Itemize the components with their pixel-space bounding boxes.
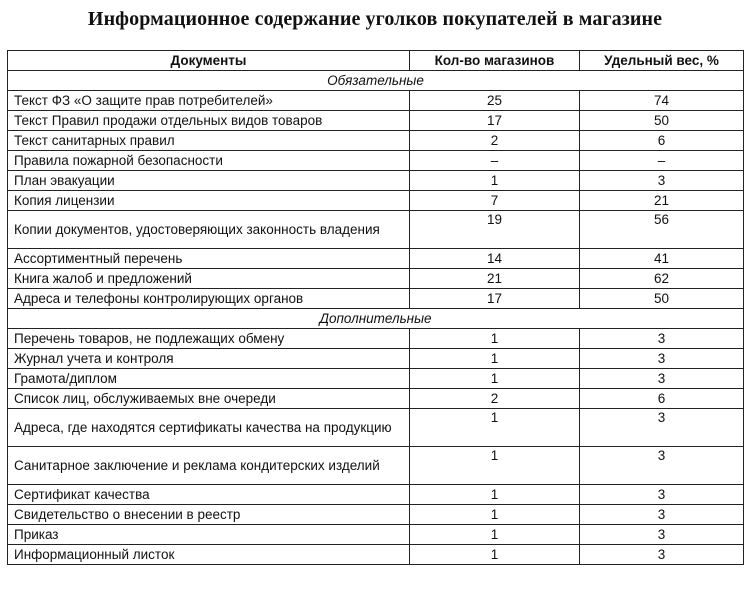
stores-count: 1 xyxy=(410,505,580,525)
share-percent: 3 xyxy=(580,525,744,545)
table-row xyxy=(8,289,744,309)
document-name: Правила пожарной безопасности xyxy=(8,151,410,171)
share-percent: 62 xyxy=(580,269,744,289)
share-percent: 3 xyxy=(580,329,744,349)
stores-count: 17 xyxy=(410,289,580,309)
page-title: Информационное содержание уголков покупателей в магазине xyxy=(87,8,663,30)
share-percent: 56 xyxy=(580,211,744,249)
table-row xyxy=(8,389,744,409)
stores-count: 2 xyxy=(410,131,580,151)
document-name: Свидетельство о внесении в реестр xyxy=(8,505,410,525)
table-row xyxy=(8,329,744,349)
share-percent: 3 xyxy=(580,349,744,369)
header-documents: Документы xyxy=(8,51,410,71)
table-row xyxy=(8,91,744,111)
share-percent: 50 xyxy=(580,289,744,309)
document-name: Информационный листок xyxy=(8,545,410,565)
stores-count: 21 xyxy=(410,269,580,289)
header-stores: Кол-во магазинов xyxy=(410,51,580,71)
documents-table xyxy=(7,50,744,565)
share-percent: 3 xyxy=(580,545,744,565)
document-name: Копии документов, удостоверяющих законность владения xyxy=(8,211,410,249)
document-name: Грамота/диплом xyxy=(8,369,410,389)
stores-count: 1 xyxy=(410,447,580,485)
table-row xyxy=(8,485,744,505)
stores-count: 1 xyxy=(410,349,580,369)
table-row xyxy=(8,131,744,151)
document-name: Текст Правил продажи отдельных видов товаров xyxy=(8,111,410,131)
share-percent: 3 xyxy=(580,447,744,485)
table-row xyxy=(8,211,744,249)
document-name: Приказ xyxy=(8,525,410,545)
document-name: Адреса, где находятся сертификаты качества на продукцию xyxy=(8,409,410,447)
stores-count: 1 xyxy=(410,171,580,191)
section-row-mandatory xyxy=(8,71,744,91)
table-row xyxy=(8,409,744,447)
stores-count: 19 xyxy=(410,211,580,249)
table-row xyxy=(8,369,744,389)
document-name: План эвакуации xyxy=(8,171,410,191)
header-share: Удельный вес, % xyxy=(580,51,744,71)
share-percent: 3 xyxy=(580,369,744,389)
section-label-mandatory: Обязательные xyxy=(8,71,744,91)
stores-count: 14 xyxy=(410,249,580,269)
share-percent: 6 xyxy=(580,131,744,151)
document-name: Ассортиментный перечень xyxy=(8,249,410,269)
stores-count: 2 xyxy=(410,389,580,409)
section-row-additional xyxy=(8,309,744,329)
share-percent: 74 xyxy=(580,91,744,111)
document-name: Перечень товаров, не подлежащих обмену xyxy=(8,329,410,349)
table-row xyxy=(8,269,744,289)
stores-count: 1 xyxy=(410,409,580,447)
share-percent: 41 xyxy=(580,249,744,269)
document-name: Сертификат качества xyxy=(8,485,410,505)
stores-count: – xyxy=(410,151,580,171)
stores-count: 17 xyxy=(410,111,580,131)
document-name: Книга жалоб и предложений xyxy=(8,269,410,289)
stores-count: 1 xyxy=(410,545,580,565)
share-percent: 3 xyxy=(580,409,744,447)
header-row xyxy=(8,51,744,71)
table-row xyxy=(8,349,744,369)
share-percent: 21 xyxy=(580,191,744,211)
section-label-additional: Дополнительные xyxy=(8,309,744,329)
share-percent: 3 xyxy=(580,171,744,191)
stores-count: 1 xyxy=(410,525,580,545)
share-percent: 6 xyxy=(580,389,744,409)
table-row xyxy=(8,447,744,485)
document-name: Санитарное заключение и реклама кондитерских изделий xyxy=(8,447,410,485)
stores-count: 1 xyxy=(410,485,580,505)
document-name: Журнал учета и контроля xyxy=(8,349,410,369)
share-percent: 50 xyxy=(580,111,744,131)
share-percent: – xyxy=(580,151,744,171)
table-row xyxy=(8,249,744,269)
stores-count: 1 xyxy=(410,329,580,349)
table-row xyxy=(8,545,744,565)
stores-count: 7 xyxy=(410,191,580,211)
document-name: Копия лицензии xyxy=(8,191,410,211)
document-name: Текст ФЗ «О защите прав потребителей» xyxy=(8,91,410,111)
table-row xyxy=(8,171,744,191)
table-row xyxy=(8,191,744,211)
table-row xyxy=(8,111,744,131)
share-percent: 3 xyxy=(580,485,744,505)
document-name: Адреса и телефоны контролирующих органов xyxy=(8,289,410,309)
document-name: Текст санитарных правил xyxy=(8,131,410,151)
stores-count: 25 xyxy=(410,91,580,111)
document-name: Список лиц, обслуживаемых вне очереди xyxy=(8,389,410,409)
share-percent: 3 xyxy=(580,505,744,525)
stores-count: 1 xyxy=(410,369,580,389)
table-row xyxy=(8,151,744,171)
table-row xyxy=(8,525,744,545)
table-row xyxy=(8,505,744,525)
